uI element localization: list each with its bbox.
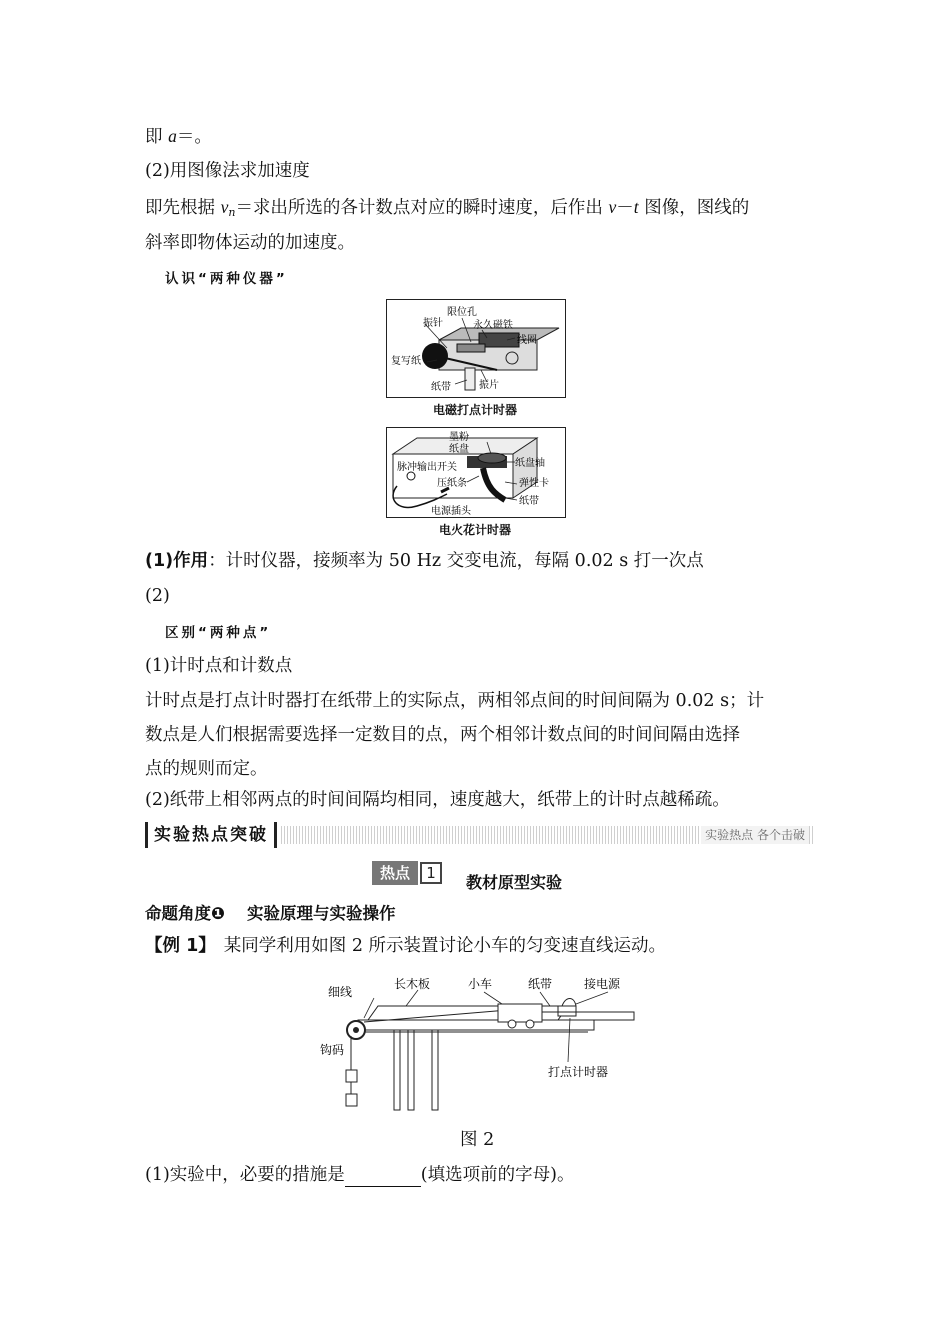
label-fu-xie-zhi: 复写纸 (391, 356, 421, 367)
variable-v: v (220, 197, 229, 217)
label-tan-xing-ka: 弹性卡 (519, 478, 549, 489)
spark-timer-drawing (387, 428, 565, 517)
label-mo-fen: 墨粉 (449, 432, 469, 443)
label-zhen-pian: 振片 (479, 380, 499, 391)
text: ：计时仪器，接频率为 50 Hz 交变电流，每隔 0.02 s 打一次点 (208, 551, 704, 571)
label-zhi-dai: 纸带 (431, 382, 451, 393)
label-zhi-dai: 纸带 (519, 496, 539, 507)
variable-v: v (608, 197, 617, 217)
label-chang-mu-ban: 长木板 (394, 977, 431, 991)
question-text: (填选项前的字母)。 (420, 1165, 575, 1185)
section-title: 实验热点突破 (145, 822, 277, 848)
text: 即 (145, 127, 169, 147)
bold-label: (1)作用 (145, 551, 209, 571)
example-line (145, 934, 666, 958)
question-angle (145, 902, 395, 926)
angle-label: 命题角度❶ (145, 904, 225, 923)
label-zhi-dai: 纸带 (528, 977, 553, 991)
text: ＝求出所选的各计数点对应的瞬时速度，后作出 (235, 198, 609, 218)
label-dian-yuan-cha-tou: 电源插头 (431, 506, 471, 517)
text: － (616, 198, 634, 218)
spark-timer-figure (386, 427, 566, 518)
figure-caption: 电火花计时器 (438, 523, 511, 537)
variable-a: a (168, 126, 177, 146)
label-mai-chong: 脉冲输出开关 (397, 462, 457, 473)
paragraph: 斜率即物体运动的加速度。 (145, 233, 355, 253)
label-da-dian-ji-shi-qi: 打点计时器 (548, 1065, 609, 1079)
apparatus-figure (318, 970, 638, 1120)
label-zhen-zhen: 振针 (423, 318, 443, 329)
label-xian-wei-kong: 限位孔 (447, 307, 477, 318)
figure-caption: 图 2 (460, 1130, 495, 1150)
electromagnetic-timer-drawing (387, 300, 565, 397)
question-text: (1)实验中，必要的措施是 (145, 1165, 345, 1185)
paragraph: 点的规则而定。 (145, 759, 268, 779)
section-header (145, 822, 813, 848)
formula-line (145, 124, 212, 149)
subscript-n: n (228, 206, 236, 219)
label-xi-xian: 细线 (328, 985, 353, 999)
label-yong-jiu-ci-tie: 永久磁铁 (473, 320, 513, 331)
paragraph: 计时点是打点计时器打在纸带上的实际点，两相邻点间的时间间隔为 0.02 s；计 (145, 691, 765, 711)
paragraph: (2)用图像法求加速度 (145, 161, 310, 181)
section-subtitle: 实验热点 各个击破 (701, 826, 809, 844)
paragraph (145, 195, 749, 225)
label-ya-zhi-tiao: 压纸条 (437, 478, 467, 489)
hot-label: 热点 (372, 861, 418, 885)
label-zhi-pan: 纸盘 (449, 444, 469, 455)
topic-tag: 区别“两种点” (165, 625, 272, 641)
angle-title: 实验原理与实验操作 (246, 904, 396, 923)
label-gou-ma: 钩码 (320, 1043, 345, 1057)
paragraph: (2)纸带上相邻两点的时间间隔均相同，速度越大，纸带上的计时点越稀疏。 (145, 790, 730, 810)
answer-blank[interactable] (345, 1168, 421, 1187)
label-jie-dian-yuan: 接电源 (584, 977, 621, 991)
apparatus-drawing (318, 970, 638, 1120)
label-zhi-pan-zhou: 纸盘轴 (515, 458, 545, 469)
paragraph: 数点是人们根据需要选择一定数目的点，两个相邻计数点间的时间间隔由选择 (145, 725, 740, 745)
text: 即先根据 (145, 198, 221, 218)
hot-number: 1 (420, 862, 442, 884)
figure-caption: 电磁打点计时器 (432, 403, 517, 417)
topic-tag: 认识“两种仪器” (165, 271, 288, 287)
label-xiao-che: 小车 (468, 977, 493, 991)
text: ＝。 (176, 127, 212, 147)
example-text: 某同学利用如图 2 所示装置讨论小车的匀变速直线运动。 (223, 936, 667, 956)
label-xian-quan: 线圈 (517, 335, 537, 346)
paragraph: (2) (145, 586, 170, 606)
electromagnetic-timer-figure (386, 299, 566, 398)
paragraph: (1)计时点和计数点 (145, 656, 293, 676)
hot-badge (372, 861, 442, 885)
hot-title: 教材原型实验 (466, 873, 563, 892)
paragraph (145, 549, 704, 573)
text: 图像，图线的 (638, 198, 750, 218)
example-tag: 【例 1】 (145, 936, 216, 956)
variable-t: t (633, 197, 639, 217)
question-line (145, 1163, 574, 1187)
